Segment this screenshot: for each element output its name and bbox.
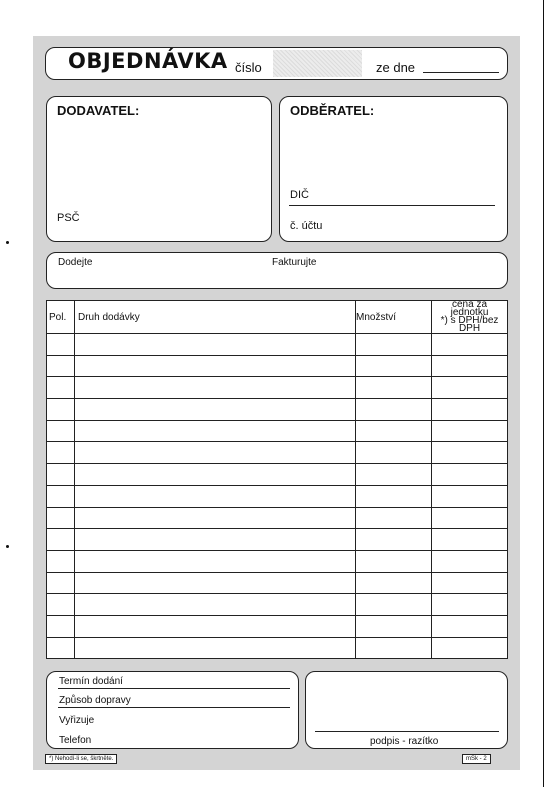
binder-hole-mark <box>6 545 9 548</box>
position-cell[interactable] <box>47 399 75 421</box>
item-cell[interactable] <box>75 420 356 442</box>
unit-price-cell[interactable] <box>432 399 508 421</box>
item-cell[interactable] <box>75 442 356 464</box>
signature-label: podpis - razítko <box>370 736 439 747</box>
order-items-table <box>46 300 508 659</box>
transport-method-label: Způsob dopravy <box>59 695 131 706</box>
delivery-date-label: Termín dodání <box>59 676 123 687</box>
customer-heading: ODBĚRATEL: <box>290 103 375 118</box>
account-number-label: č. účtu <box>290 220 323 232</box>
table-row <box>47 420 508 442</box>
position-cell[interactable] <box>47 594 75 616</box>
position-cell[interactable] <box>47 442 75 464</box>
table-row <box>47 377 508 399</box>
signature-line <box>315 731 499 732</box>
order-header <box>45 47 508 80</box>
delivery-invoice-box[interactable] <box>46 252 508 289</box>
order-date-label: ze dne <box>376 60 416 75</box>
unit-price-header-line1: cena za jednotku <box>450 299 489 318</box>
item-cell[interactable] <box>75 334 356 356</box>
table-row <box>47 594 508 616</box>
item-cell[interactable] <box>75 615 356 637</box>
table-header-row <box>47 301 508 334</box>
quantity-cell[interactable] <box>356 334 432 356</box>
table-row <box>47 572 508 594</box>
quantity-cell[interactable] <box>356 637 432 659</box>
item-cell[interactable] <box>75 572 356 594</box>
table-row <box>47 615 508 637</box>
quantity-cell[interactable] <box>356 377 432 399</box>
unit-price-cell[interactable] <box>432 637 508 659</box>
quantity-cell[interactable] <box>356 399 432 421</box>
quantity-cell[interactable] <box>356 355 432 377</box>
phone-label: Telefon <box>59 735 92 746</box>
quantity-cell[interactable] <box>356 550 432 572</box>
form-code: mSk - 2 <box>462 754 491 764</box>
item-cell[interactable] <box>75 637 356 659</box>
handled-by-label: Vyřizuje <box>59 715 95 726</box>
customer-box[interactable] <box>279 96 508 242</box>
table-row <box>47 550 508 572</box>
item-cell[interactable] <box>75 550 356 572</box>
form-title: OBJEDNÁVKA <box>68 49 228 73</box>
table-row <box>47 464 508 486</box>
quantity-cell[interactable] <box>356 464 432 486</box>
unit-price-cell[interactable] <box>432 529 508 551</box>
unit-price-cell[interactable] <box>432 355 508 377</box>
column-header-position: Pol. <box>47 301 75 334</box>
position-cell[interactable] <box>47 464 75 486</box>
position-cell[interactable] <box>47 529 75 551</box>
unit-price-cell[interactable] <box>432 485 508 507</box>
position-cell[interactable] <box>47 377 75 399</box>
unit-price-cell[interactable] <box>432 550 508 572</box>
position-cell[interactable] <box>47 420 75 442</box>
item-cell[interactable] <box>75 464 356 486</box>
position-cell[interactable] <box>47 572 75 594</box>
position-cell[interactable] <box>47 615 75 637</box>
unit-price-cell[interactable] <box>432 420 508 442</box>
unit-price-cell[interactable] <box>432 334 508 356</box>
quantity-cell[interactable] <box>356 442 432 464</box>
item-cell[interactable] <box>75 377 356 399</box>
order-number-label: číslo <box>235 60 262 75</box>
quantity-cell[interactable] <box>356 485 432 507</box>
unit-price-cell[interactable] <box>432 615 508 637</box>
position-cell[interactable] <box>47 334 75 356</box>
order-date-field[interactable] <box>423 72 499 73</box>
position-cell[interactable] <box>47 550 75 572</box>
table-row <box>47 637 508 659</box>
supplier-box[interactable] <box>46 96 272 242</box>
item-cell[interactable] <box>75 355 356 377</box>
column-header-unit-price <box>432 301 508 334</box>
page-edge-rule <box>543 0 544 787</box>
unit-price-cell[interactable] <box>432 572 508 594</box>
column-header-item: Druh dodávky <box>75 301 356 334</box>
quantity-cell[interactable] <box>356 507 432 529</box>
strike-through-note: *) Nehodí-li se, škrtněte. <box>45 754 117 764</box>
deliver-to-label: Dodejte <box>58 257 93 268</box>
quantity-cell[interactable] <box>356 594 432 616</box>
position-cell[interactable] <box>47 507 75 529</box>
item-cell[interactable] <box>75 399 356 421</box>
item-cell[interactable] <box>75 529 356 551</box>
table-row <box>47 399 508 421</box>
order-number-field[interactable] <box>273 50 362 77</box>
item-cell[interactable] <box>75 594 356 616</box>
quantity-cell[interactable] <box>356 420 432 442</box>
table-row <box>47 334 508 356</box>
table-row <box>47 442 508 464</box>
supplier-heading: DODAVATEL: <box>57 103 140 118</box>
item-cell[interactable] <box>75 485 356 507</box>
table-row <box>47 507 508 529</box>
tax-id-line <box>289 205 495 206</box>
postcode-label: PSČ <box>57 212 80 224</box>
quantity-cell[interactable] <box>356 529 432 551</box>
signature-box[interactable] <box>305 671 508 749</box>
unit-price-header-line2: *) s DPH/bez DPH <box>440 315 499 334</box>
table-row <box>47 529 508 551</box>
position-cell[interactable] <box>47 355 75 377</box>
binder-hole-mark <box>6 241 9 244</box>
delivery-date-line[interactable] <box>58 688 290 689</box>
position-cell[interactable] <box>47 637 75 659</box>
tax-id-label: DIČ <box>290 189 309 201</box>
position-cell[interactable] <box>47 485 75 507</box>
quantity-cell[interactable] <box>356 615 432 637</box>
unit-price-cell[interactable] <box>432 442 508 464</box>
unit-price-cell[interactable] <box>432 594 508 616</box>
quantity-cell[interactable] <box>356 572 432 594</box>
unit-price-cell[interactable] <box>432 464 508 486</box>
delivery-terms-box <box>46 671 299 749</box>
transport-method-line[interactable] <box>58 707 290 708</box>
invoice-to-label: Fakturujte <box>272 257 317 268</box>
unit-price-cell[interactable] <box>432 377 508 399</box>
column-header-quantity: Množství <box>356 301 432 334</box>
table-row <box>47 485 508 507</box>
table-row <box>47 355 508 377</box>
unit-price-cell[interactable] <box>432 507 508 529</box>
item-cell[interactable] <box>75 507 356 529</box>
